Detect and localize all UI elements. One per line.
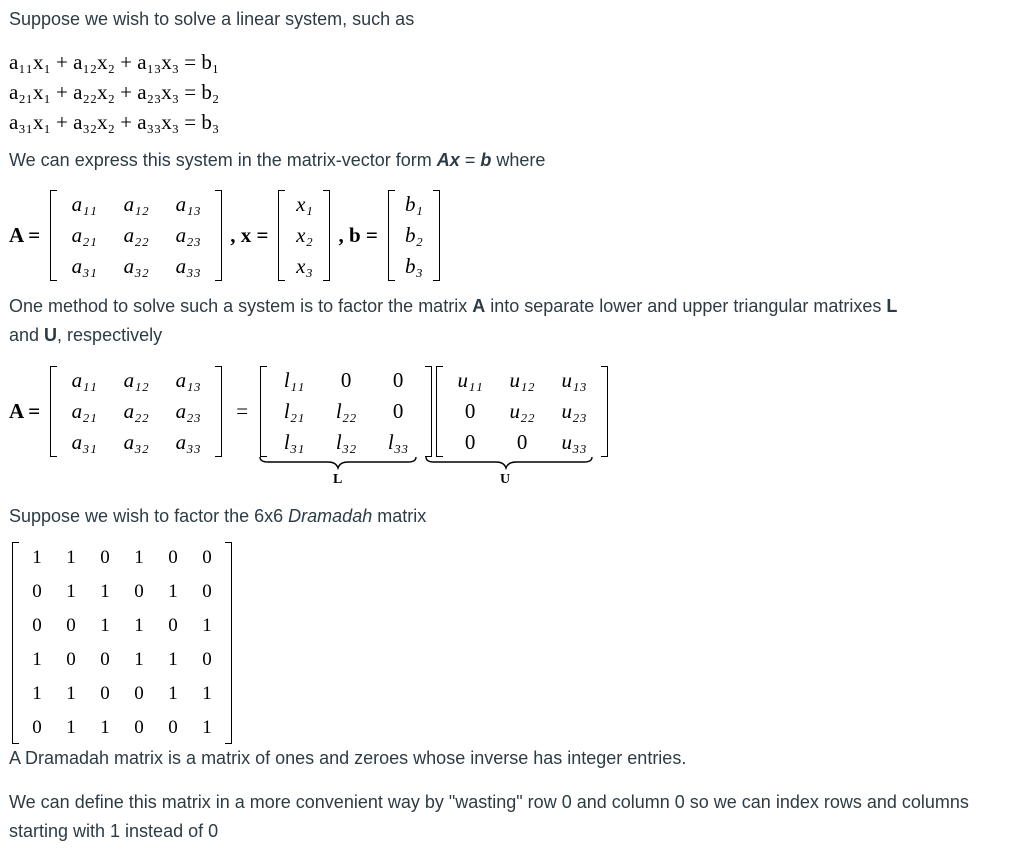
matrix-cell: l₁₁ (283, 368, 305, 392)
matrix-cell: l₂₁ (283, 399, 305, 423)
dramadah-cell: 1 (202, 615, 212, 636)
vector-cell: b₃ (404, 254, 423, 278)
vector-cell: x₁ (296, 192, 313, 216)
matrix-cell: l₃₃ (387, 430, 409, 454)
matrix-cell: a₃₁ (71, 254, 97, 278)
matrix-u (436, 365, 608, 458)
underbraces (258, 456, 598, 470)
dramadah-cell: 0 (202, 649, 212, 670)
dramadah-cell: 1 (66, 581, 76, 602)
vector-b (388, 189, 440, 282)
matrix-cell: l₃₂ (335, 430, 357, 454)
vector-cell: x₂ (296, 223, 313, 247)
underbrace-u (426, 457, 592, 468)
matrix-cell: a₂₃ (175, 223, 201, 247)
dramadah-intro (9, 502, 426, 531)
label-l: L (333, 472, 343, 487)
vector-x (278, 189, 330, 282)
matrix-form-text (9, 146, 545, 175)
dramadah-cell: 0 (100, 547, 110, 568)
dramadah-row (12, 541, 232, 745)
lu-row (9, 365, 608, 458)
dramadah-cell: 1 (100, 615, 110, 636)
matrix-form-suffix: where (491, 150, 546, 170)
matrix-cell: a₃₁ (71, 430, 97, 454)
factor-text-part: and (9, 325, 45, 345)
dramadah-cell: 1 (168, 683, 178, 704)
factor-text-part: into separate lower and upper triangular matrixes (485, 296, 887, 316)
closing-text: We can define this matrix in a more convenient way by "wasting" row 0 and column 0 so we can index rows and columns starting with 1 instead of 0 (9, 792, 969, 841)
dramadah-cell: 0 (32, 581, 42, 602)
matrix-cell: 0 (392, 368, 404, 392)
matrix-cell: a₁₃ (175, 368, 201, 392)
def-b-label: , b = (338, 223, 378, 247)
dramadah-cell: 0 (168, 615, 178, 636)
factor-text-part: One method to solve such a system is to factor the matrix (9, 296, 473, 316)
matrix-cell: a₂₃ (175, 399, 201, 423)
dramadah-cell: 1 (32, 683, 42, 704)
matrix-cell: u₁₂ (509, 368, 535, 392)
dramadah-cell: 1 (202, 717, 212, 738)
matrix-form-ax: Ax (436, 150, 460, 170)
dramadah-definition: A Dramadah matrix is a matrix of ones and zeroes whose inverse has integer entries. (9, 748, 687, 768)
matrix-l (260, 365, 432, 458)
dramadah-cell: 0 (32, 717, 42, 738)
dramadah-cell: 1 (32, 547, 42, 568)
matrix-cell: a₃₃ (175, 430, 201, 454)
factor-text-l: L (886, 296, 898, 316)
matrix-cell: 0 (516, 430, 528, 454)
matrix-cell: u₂₃ (561, 399, 587, 423)
dramadah-cell: 0 (66, 615, 76, 636)
dramadah-matrix (12, 541, 232, 745)
matrix-cell: a₂₂ (123, 399, 149, 423)
dramadah-cell: 1 (100, 581, 110, 602)
def-a-label: A = (9, 223, 41, 247)
dramadah-cell: 1 (134, 615, 144, 636)
dramadah-cell: 0 (134, 683, 144, 704)
matrix-cell: 0 (464, 430, 476, 454)
dramadah-cell: 1 (202, 683, 212, 704)
dramadah-cell: 0 (134, 717, 144, 738)
dramadah-cell: 0 (134, 581, 144, 602)
matrix-a (50, 189, 222, 282)
dramadah-cell: 1 (168, 649, 178, 670)
dramadah-name: Dramadah (288, 506, 373, 526)
matrix-form-b: b (480, 150, 492, 170)
dramadah-intro-part: Suppose we wish to factor the 6x6 (9, 506, 289, 526)
dramadah-cell: 0 (168, 547, 178, 568)
dramadah-cell: 0 (66, 649, 76, 670)
def-x-label: , x = (230, 223, 269, 247)
dramadah-cell: 1 (66, 717, 76, 738)
factor-text (9, 292, 1009, 350)
matrix-cell: a₂₁ (71, 223, 97, 247)
lu-a-label: A = (9, 399, 41, 423)
equation-system (9, 47, 219, 137)
dramadah-cell: 1 (100, 717, 110, 738)
dramadah-cell: 1 (66, 547, 76, 568)
matrix-cell: a₃₂ (123, 430, 149, 454)
dramadah-cell: 1 (66, 683, 76, 704)
matrix-cell: u₂₂ (509, 399, 535, 423)
matrix-cell: a₁₃ (175, 192, 201, 216)
underbrace-l (260, 457, 416, 468)
equation-line: a₂₁x₁ + a₂₂x₂ + a₂₃x₃ = b₂ (9, 80, 220, 104)
matrix-cell: a₁₂ (123, 192, 149, 216)
dramadah-cell: 1 (134, 649, 144, 670)
factor-text-a: A (472, 296, 486, 316)
matrix-form-equals: = (459, 150, 481, 170)
equation-line: a₃₁x₁ + a₃₂x₂ + a₃₃x₃ = b₃ (9, 110, 220, 134)
vector-cell: b₂ (404, 223, 423, 247)
matrix-cell: u₁₁ (457, 368, 483, 392)
lu-equals: = (236, 399, 249, 423)
matrix-cell: a₁₂ (123, 368, 149, 392)
dramadah-cell: 0 (202, 547, 212, 568)
matrix-cell: a₃₂ (123, 254, 149, 278)
dramadah-cell: 1 (32, 649, 42, 670)
matrix-cell: a₁₁ (71, 192, 97, 216)
matrix-cell: l₃₁ (283, 430, 305, 454)
matrix-form-prefix: We can express this system in the matrix-vector form (9, 150, 437, 170)
lu-matrix-a (50, 365, 222, 458)
label-u: U (500, 472, 511, 487)
matrix-cell: a₁₁ (71, 368, 97, 392)
dramadah-cell: 0 (100, 649, 110, 670)
matrix-cell: 0 (340, 368, 352, 392)
intro-text: Suppose we wish to solve a linear system, such as (9, 9, 415, 29)
dramadah-cell: 1 (168, 581, 178, 602)
dramadah-cell: 1 (134, 547, 144, 568)
factor-text-part: , respectively (57, 325, 163, 345)
matrix-cell: 0 (464, 399, 476, 423)
matrix-cell: a₃₃ (175, 254, 201, 278)
matrix-cell: u₃₃ (561, 430, 587, 454)
factor-text-u: U (44, 325, 58, 345)
dramadah-intro-part: matrix (372, 506, 427, 526)
matrix-cell: 0 (392, 399, 404, 423)
dramadah-cell: 0 (202, 581, 212, 602)
matrix-cell: a₂₂ (123, 223, 149, 247)
dramadah-cell: 0 (100, 683, 110, 704)
vector-cell: x₃ (296, 254, 313, 278)
matrix-cell: a₂₁ (71, 399, 97, 423)
equation-line: a₁₁x₁ + a₁₂x₂ + a₁₃x₃ = b₁ (9, 50, 220, 74)
definition-row (9, 189, 440, 282)
vector-cell: b₁ (404, 192, 423, 216)
matrix-cell: l₂₂ (335, 399, 357, 423)
matrix-cell: u₁₃ (561, 368, 587, 392)
dramadah-cell: 0 (32, 615, 42, 636)
dramadah-cell: 0 (168, 717, 178, 738)
